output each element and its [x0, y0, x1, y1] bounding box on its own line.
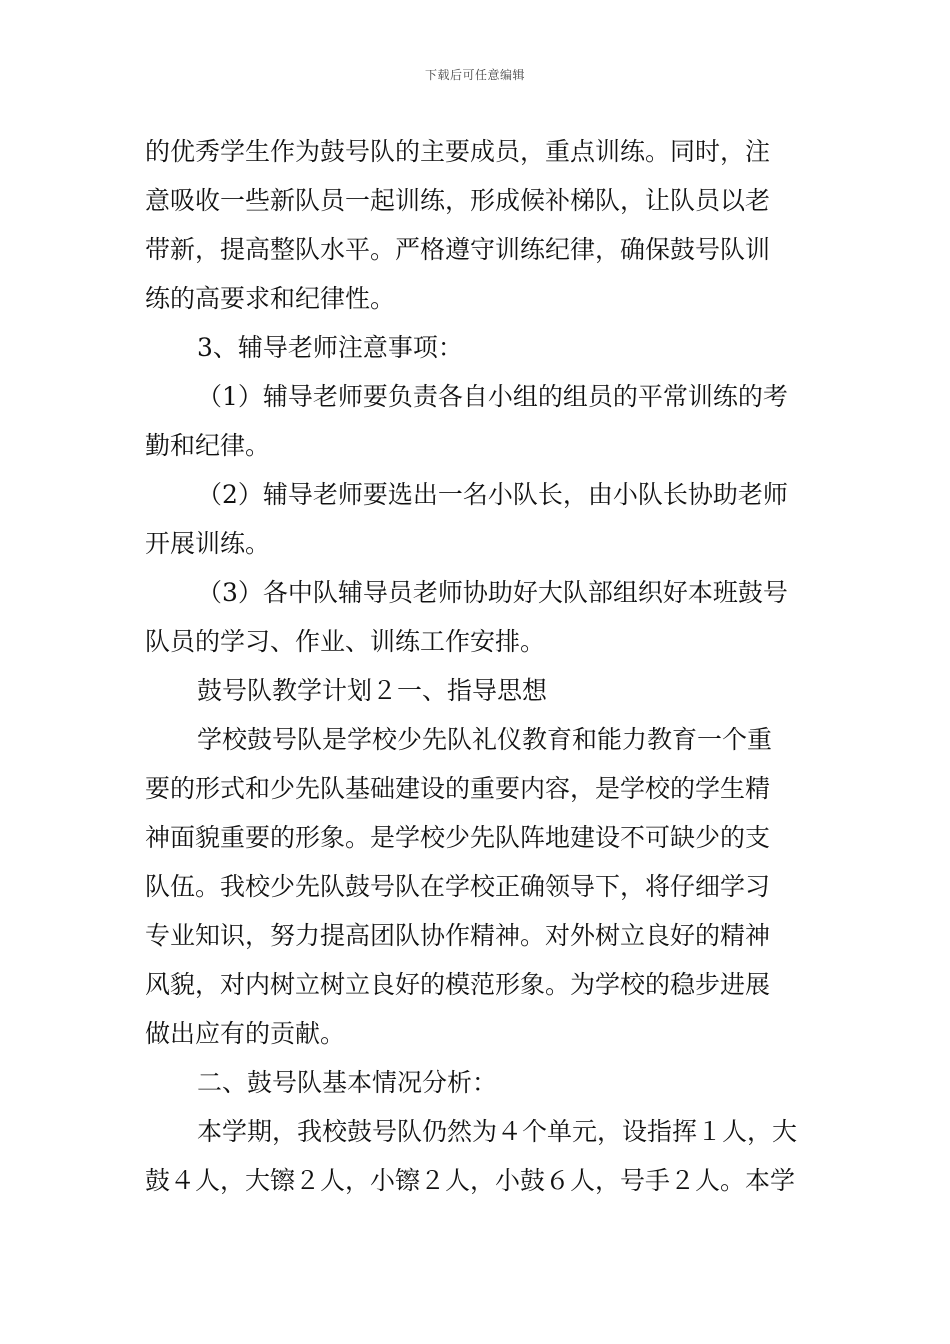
- section-heading: 鼓号队教学计划２一、指导思想: [197, 676, 548, 705]
- text-line: 做出应有的贡献。: [145, 1019, 346, 1048]
- text-line: （3）各中队辅导员老师协助好大队部组织好本班鼓号: [197, 578, 788, 607]
- text-line: （2）辅导老师要选出一名小队长，由小队长协助老师: [197, 480, 788, 509]
- text-line: 练的高要求和纪律性。: [145, 284, 396, 313]
- text-line: 的优秀学生作为鼓号队的主要成员，重点训练。同时，注: [145, 137, 771, 166]
- section-heading: 3、辅导老师注意事项：: [197, 333, 463, 362]
- section-heading: 二、鼓号队基本情况分析：: [197, 1068, 498, 1097]
- text-line: 专业知识，努力提高团队协作精神。对外树立良好的精神: [145, 921, 771, 950]
- text-line: 队伍。我校少先队鼓号队在学校正确领导下，将仔细学习: [145, 872, 771, 901]
- text-line: 勤和纪律。: [145, 431, 271, 460]
- text-line: 神面貌重要的形象。是学校少先队阵地建设不可缺少的支: [145, 823, 771, 852]
- text-line: 队员的学习、作业、训练工作安排。: [145, 627, 546, 656]
- text-line: 意吸收一些新队员一起训练，形成候补梯队，让队员以老: [145, 186, 771, 215]
- document-body: [145, 127, 807, 1205]
- text-line: 风貌，对内树立树立良好的模范形象。为学校的稳步进展: [145, 970, 771, 999]
- text-line: 本学期，我校鼓号队仍然为４个单元，设指挥１人，大: [197, 1117, 798, 1146]
- text-line: 学校鼓号队是学校少先队礼仪教育和能力教育一个重: [197, 725, 773, 754]
- text-line: 鼓４人，大镲２人，小镲２人，小鼓６人，号手２人。本学: [145, 1166, 796, 1195]
- text-line: 带新，提高整队水平。严格遵守训练纪律，确保鼓号队训: [145, 235, 771, 264]
- page-header: 下载后可任意编辑: [424, 68, 525, 82]
- text-line: 要的形式和少先队基础建设的重要内容，是学校的学生精: [145, 774, 771, 803]
- text-line: 开展训练。: [145, 529, 271, 558]
- text-line: （1）辅导老师要负责各自小组的组员的平常训练的考: [197, 382, 788, 411]
